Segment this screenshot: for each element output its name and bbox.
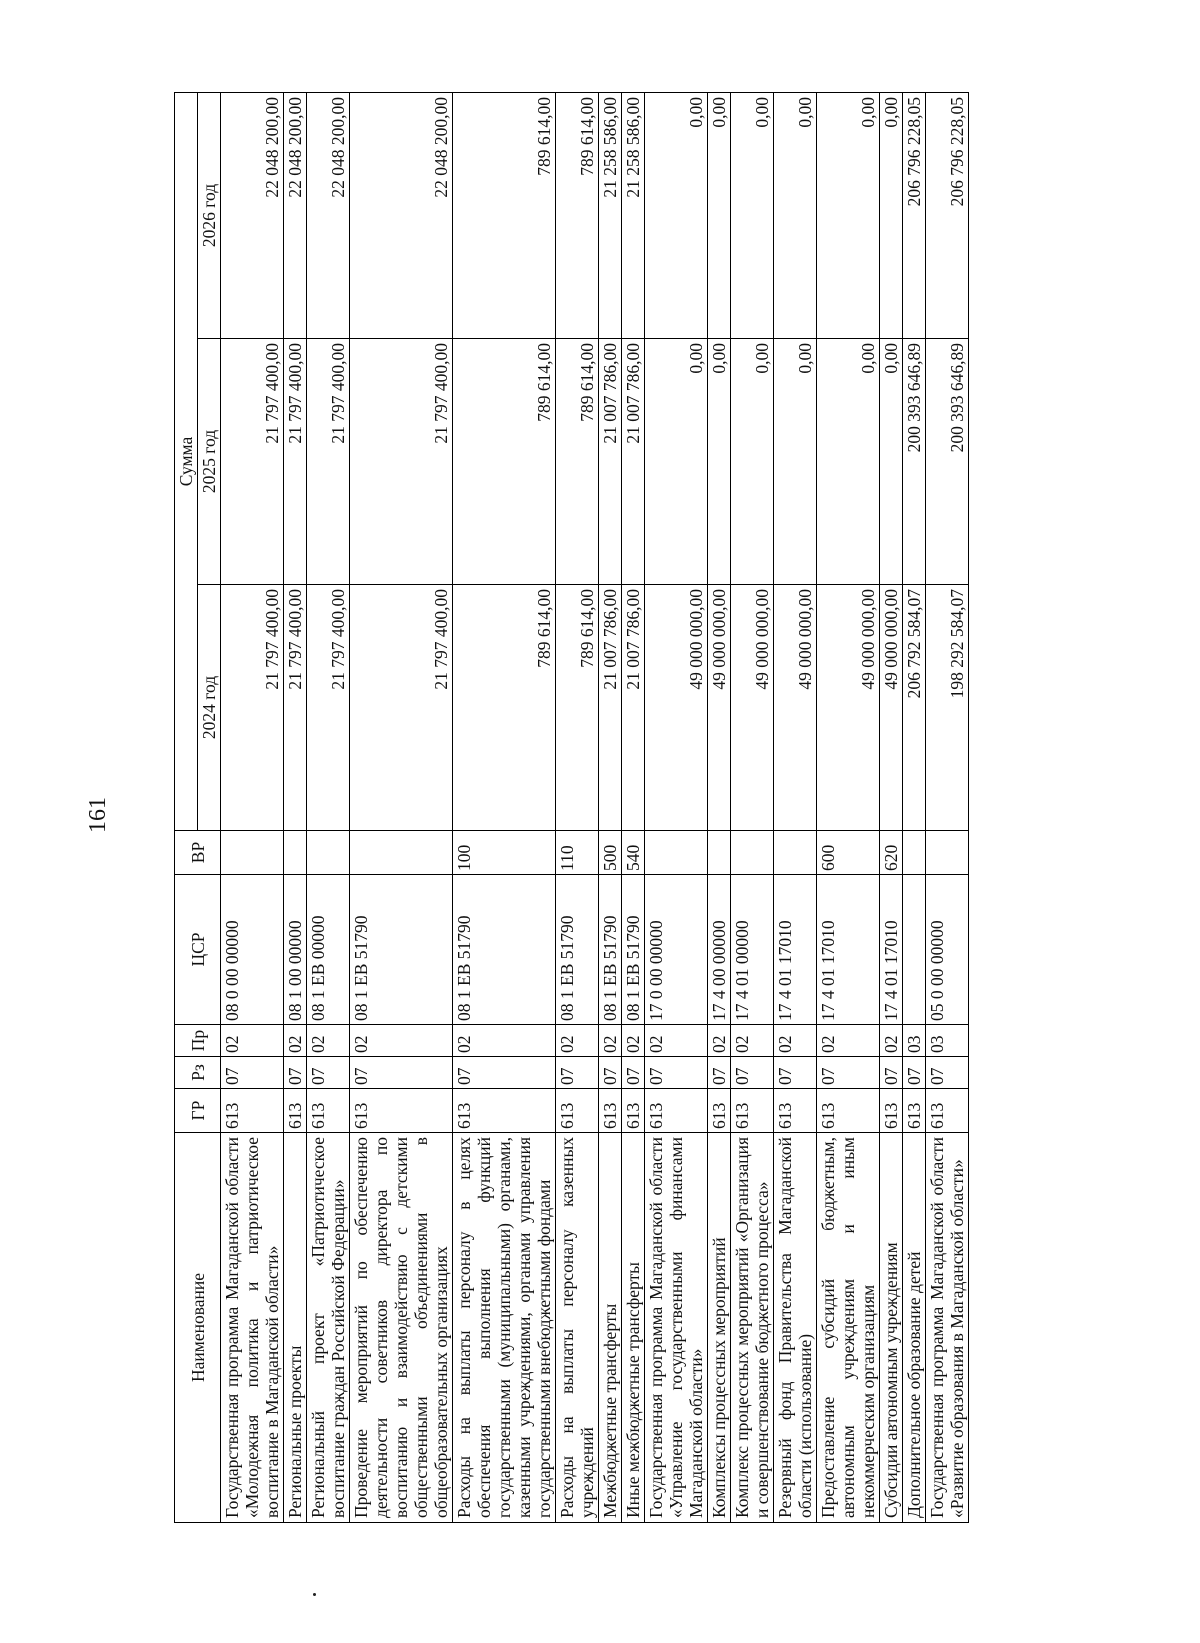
row-vr bbox=[221, 831, 284, 875]
table-row bbox=[731, 92, 774, 1522]
row-sum-2025: 0,00 bbox=[645, 339, 708, 585]
row-sum-2025: 0,00 bbox=[880, 339, 903, 585]
row-sum-2026: 789 614,00 bbox=[556, 92, 599, 338]
row-sum-2026: 22 048 200,00 bbox=[307, 92, 350, 338]
row-gr: 613 bbox=[556, 1089, 599, 1133]
row-sum-2024: 21 797 400,00 bbox=[221, 585, 284, 831]
row-vr bbox=[350, 831, 453, 875]
row-sum-2025: 0,00 bbox=[774, 339, 817, 585]
row-sum-2025: 0,00 bbox=[708, 339, 731, 585]
row-gr: 613 bbox=[453, 1089, 556, 1133]
row-pr: 02 bbox=[556, 1025, 599, 1057]
table-row bbox=[350, 92, 453, 1522]
row-name: Расходы на выплаты персоналу казенных учреждений bbox=[556, 1133, 599, 1523]
row-name: Региональные проекты bbox=[284, 1133, 307, 1523]
row-name: Комплекс процессных мероприятий «Организация и совершенствование бюджетного процесса» bbox=[731, 1133, 774, 1523]
row-gr: 613 bbox=[645, 1089, 708, 1133]
row-rz: 07 bbox=[599, 1057, 622, 1089]
row-name: Резервный фонд Правительства Магаданской области (использование) bbox=[774, 1133, 817, 1523]
row-pr: 02 bbox=[622, 1025, 645, 1057]
row-pr: 02 bbox=[708, 1025, 731, 1057]
header-row bbox=[175, 92, 198, 1522]
row-gr: 613 bbox=[622, 1089, 645, 1133]
row-sum-2024: 49 000 000,00 bbox=[708, 585, 731, 831]
table-body bbox=[221, 92, 969, 1522]
row-vr bbox=[903, 831, 926, 875]
row-pr: 02 bbox=[307, 1025, 350, 1057]
row-csr: 17 0 00 00000 bbox=[645, 875, 708, 1025]
row-csr: 17 4 01 17010 bbox=[880, 875, 903, 1025]
row-sum-2025: 0,00 bbox=[731, 339, 774, 585]
row-name: Государственная программа Магаданской области «Развитие образования в Магаданской области» bbox=[926, 1133, 969, 1523]
row-pr: 02 bbox=[284, 1025, 307, 1057]
row-csr: 08 0 00 00000 bbox=[221, 875, 284, 1025]
row-name: Расходы на выплаты персоналу в целях обеспечения выполнения функций государственными (муниципальными) органами, казенными учреждениями, органами управления государственными внебюджетными фондами bbox=[453, 1133, 556, 1523]
row-sum-2026: 22 048 200,00 bbox=[284, 92, 307, 338]
row-rz: 07 bbox=[221, 1057, 284, 1089]
row-gr: 613 bbox=[903, 1089, 926, 1133]
row-csr: 08 1 EB 51790 bbox=[599, 875, 622, 1025]
row-pr: 02 bbox=[880, 1025, 903, 1057]
header-year-2024: 2024 год bbox=[198, 585, 221, 831]
row-sum-2024: 789 614,00 bbox=[556, 585, 599, 831]
row-csr: 17 4 01 00000 bbox=[731, 875, 774, 1025]
row-sum-2025: 200 393 646,89 bbox=[926, 339, 969, 585]
header-pr: Пр bbox=[175, 1025, 221, 1057]
budget-table-rotated bbox=[174, 93, 1054, 1523]
row-sum-2024: 49 000 000,00 bbox=[817, 585, 880, 831]
table-row bbox=[880, 92, 903, 1522]
row-csr bbox=[903, 875, 926, 1025]
row-pr: 03 bbox=[926, 1025, 969, 1057]
row-sum-2024: 49 000 000,00 bbox=[880, 585, 903, 831]
row-sum-2025: 789 614,00 bbox=[453, 339, 556, 585]
table-row bbox=[645, 92, 708, 1522]
header-name: Наименование bbox=[175, 1133, 221, 1523]
row-gr: 613 bbox=[307, 1089, 350, 1133]
row-csr: 08 1 EB 00000 bbox=[307, 875, 350, 1025]
header-gr: ГР bbox=[175, 1089, 221, 1133]
row-sum-2024: 49 000 000,00 bbox=[645, 585, 708, 831]
row-vr bbox=[645, 831, 708, 875]
row-vr: 110 bbox=[556, 831, 599, 875]
header-rz: Рз bbox=[175, 1057, 221, 1089]
row-name: Комплексы процессных мероприятий bbox=[708, 1133, 731, 1523]
row-rz: 07 bbox=[880, 1057, 903, 1089]
row-sum-2024: 21 797 400,00 bbox=[284, 585, 307, 831]
row-sum-2024: 49 000 000,00 bbox=[731, 585, 774, 831]
row-sum-2026: 0,00 bbox=[880, 92, 903, 338]
row-rz: 07 bbox=[284, 1057, 307, 1089]
row-rz: 07 bbox=[774, 1057, 817, 1089]
row-name: Иные межбюджетные трансферты bbox=[622, 1133, 645, 1523]
row-sum-2024: 21 007 786,00 bbox=[599, 585, 622, 831]
row-vr: 600 bbox=[817, 831, 880, 875]
row-rz: 07 bbox=[350, 1057, 453, 1089]
row-vr: 100 bbox=[453, 831, 556, 875]
table-row bbox=[817, 92, 880, 1522]
row-rz: 07 bbox=[903, 1057, 926, 1089]
row-vr bbox=[708, 831, 731, 875]
budget-table bbox=[174, 92, 969, 1523]
header-vr: ВР bbox=[175, 831, 221, 875]
row-rz: 07 bbox=[453, 1057, 556, 1089]
row-sum-2025: 0,00 bbox=[817, 339, 880, 585]
row-pr: 02 bbox=[817, 1025, 880, 1057]
row-pr: 02 bbox=[645, 1025, 708, 1057]
row-sum-2024: 21 797 400,00 bbox=[307, 585, 350, 831]
table-row bbox=[774, 92, 817, 1522]
row-pr: 02 bbox=[453, 1025, 556, 1057]
table-row bbox=[926, 92, 969, 1522]
row-gr: 613 bbox=[708, 1089, 731, 1133]
table-row bbox=[903, 92, 926, 1522]
row-sum-2025: 789 614,00 bbox=[556, 339, 599, 585]
row-pr: 02 bbox=[599, 1025, 622, 1057]
table-row bbox=[453, 92, 556, 1522]
table-row bbox=[284, 92, 307, 1522]
scan-speck bbox=[313, 1593, 316, 1596]
header-csr: ЦСР bbox=[175, 875, 221, 1025]
row-sum-2024: 21 007 786,00 bbox=[622, 585, 645, 831]
header-year-2026: 2026 год bbox=[198, 92, 221, 338]
row-pr: 02 bbox=[774, 1025, 817, 1057]
row-vr: 620 bbox=[880, 831, 903, 875]
row-name: Межбюджетные трансферты bbox=[599, 1133, 622, 1523]
row-sum-2025: 21 007 786,00 bbox=[599, 339, 622, 585]
row-name: Субсидии автономным учреждениям bbox=[880, 1133, 903, 1523]
row-name: Дополнительное образование детей bbox=[903, 1133, 926, 1523]
row-name: Проведение мероприятий по обеспечению деятельности советников директора по воспитанию и взаимодействию с детскими общественными объединениями в общеобразовательных организациях bbox=[350, 1133, 453, 1523]
row-csr: 17 4 01 17010 bbox=[817, 875, 880, 1025]
row-name: Государственная программа Магаданской области «Управление государственными финансами Магаданской области» bbox=[645, 1133, 708, 1523]
row-rz: 07 bbox=[556, 1057, 599, 1089]
row-vr: 540 bbox=[622, 831, 645, 875]
row-sum-2026: 21 258 586,00 bbox=[599, 92, 622, 338]
row-sum-2025: 21 797 400,00 bbox=[284, 339, 307, 585]
row-name: Предоставление субсидий бюджетным, автономным учреждениям и иным некоммерческим организациям bbox=[817, 1133, 880, 1523]
table-row bbox=[221, 92, 284, 1522]
row-rz: 07 bbox=[645, 1057, 708, 1089]
row-gr: 613 bbox=[817, 1089, 880, 1133]
row-sum-2024: 206 792 584,07 bbox=[903, 585, 926, 831]
row-pr: 02 bbox=[350, 1025, 453, 1057]
row-vr bbox=[307, 831, 350, 875]
row-sum-2024: 789 614,00 bbox=[453, 585, 556, 831]
row-gr: 613 bbox=[731, 1089, 774, 1133]
row-name: Государственная программа Магаданской области «Молодежная политика и патриотическое воспитание в Магаданской области» bbox=[221, 1133, 284, 1523]
table-row bbox=[556, 92, 599, 1522]
row-pr: 03 bbox=[903, 1025, 926, 1057]
row-gr: 613 bbox=[774, 1089, 817, 1133]
table-row bbox=[708, 92, 731, 1522]
row-sum-2025: 21 797 400,00 bbox=[221, 339, 284, 585]
row-gr: 613 bbox=[599, 1089, 622, 1133]
row-sum-2026: 21 258 586,00 bbox=[622, 92, 645, 338]
row-rz: 07 bbox=[307, 1057, 350, 1089]
row-sum-2026: 0,00 bbox=[817, 92, 880, 338]
row-rz: 07 bbox=[817, 1057, 880, 1089]
table-row bbox=[599, 92, 622, 1522]
row-sum-2026: 789 614,00 bbox=[453, 92, 556, 338]
row-csr: 08 1 EB 51790 bbox=[556, 875, 599, 1025]
row-sum-2026: 22 048 200,00 bbox=[221, 92, 284, 338]
row-gr: 613 bbox=[284, 1089, 307, 1133]
header-year-2025: 2025 год bbox=[198, 339, 221, 585]
row-sum-2024: 21 797 400,00 bbox=[350, 585, 453, 831]
row-pr: 02 bbox=[731, 1025, 774, 1057]
row-rz: 07 bbox=[708, 1057, 731, 1089]
row-sum-2025: 21 007 786,00 bbox=[622, 339, 645, 585]
row-sum-2026: 206 796 228,05 bbox=[903, 92, 926, 338]
row-csr: 08 1 EB 51790 bbox=[350, 875, 453, 1025]
row-rz: 07 bbox=[622, 1057, 645, 1089]
row-sum-2025: 200 393 646,89 bbox=[903, 339, 926, 585]
row-name: Региональный проект «Патриотическое воспитание граждан Российской Федерации» bbox=[307, 1133, 350, 1523]
row-sum-2024: 198 292 584,07 bbox=[926, 585, 969, 831]
row-gr: 613 bbox=[880, 1089, 903, 1133]
row-vr bbox=[774, 831, 817, 875]
row-rz: 07 bbox=[926, 1057, 969, 1089]
row-vr bbox=[926, 831, 969, 875]
row-csr: 08 1 00 00000 bbox=[284, 875, 307, 1025]
row-gr: 613 bbox=[221, 1089, 284, 1133]
row-sum-2026: 0,00 bbox=[774, 92, 817, 338]
row-rz: 07 bbox=[731, 1057, 774, 1089]
row-gr: 613 bbox=[350, 1089, 453, 1133]
row-gr: 613 bbox=[926, 1089, 969, 1133]
row-sum-2026: 0,00 bbox=[708, 92, 731, 338]
row-vr bbox=[284, 831, 307, 875]
row-csr: 08 1 EB 51790 bbox=[453, 875, 556, 1025]
row-sum-2026: 22 048 200,00 bbox=[350, 92, 453, 338]
row-sum-2026: 0,00 bbox=[731, 92, 774, 338]
table-row bbox=[307, 92, 350, 1522]
header-sum: Сумма bbox=[175, 92, 198, 830]
row-pr: 02 bbox=[221, 1025, 284, 1057]
page-number: 161 bbox=[85, 797, 111, 833]
row-sum-2026: 0,00 bbox=[645, 92, 708, 338]
row-sum-2025: 21 797 400,00 bbox=[307, 339, 350, 585]
row-sum-2024: 49 000 000,00 bbox=[774, 585, 817, 831]
row-vr: 500 bbox=[599, 831, 622, 875]
table-row bbox=[622, 92, 645, 1522]
row-csr: 08 1 EB 51790 bbox=[622, 875, 645, 1025]
row-csr: 05 0 00 00000 bbox=[926, 875, 969, 1025]
row-vr bbox=[731, 831, 774, 875]
row-csr: 17 4 01 17010 bbox=[774, 875, 817, 1025]
row-sum-2026: 206 796 228,05 bbox=[926, 92, 969, 338]
row-sum-2025: 21 797 400,00 bbox=[350, 339, 453, 585]
row-csr: 17 4 00 00000 bbox=[708, 875, 731, 1025]
